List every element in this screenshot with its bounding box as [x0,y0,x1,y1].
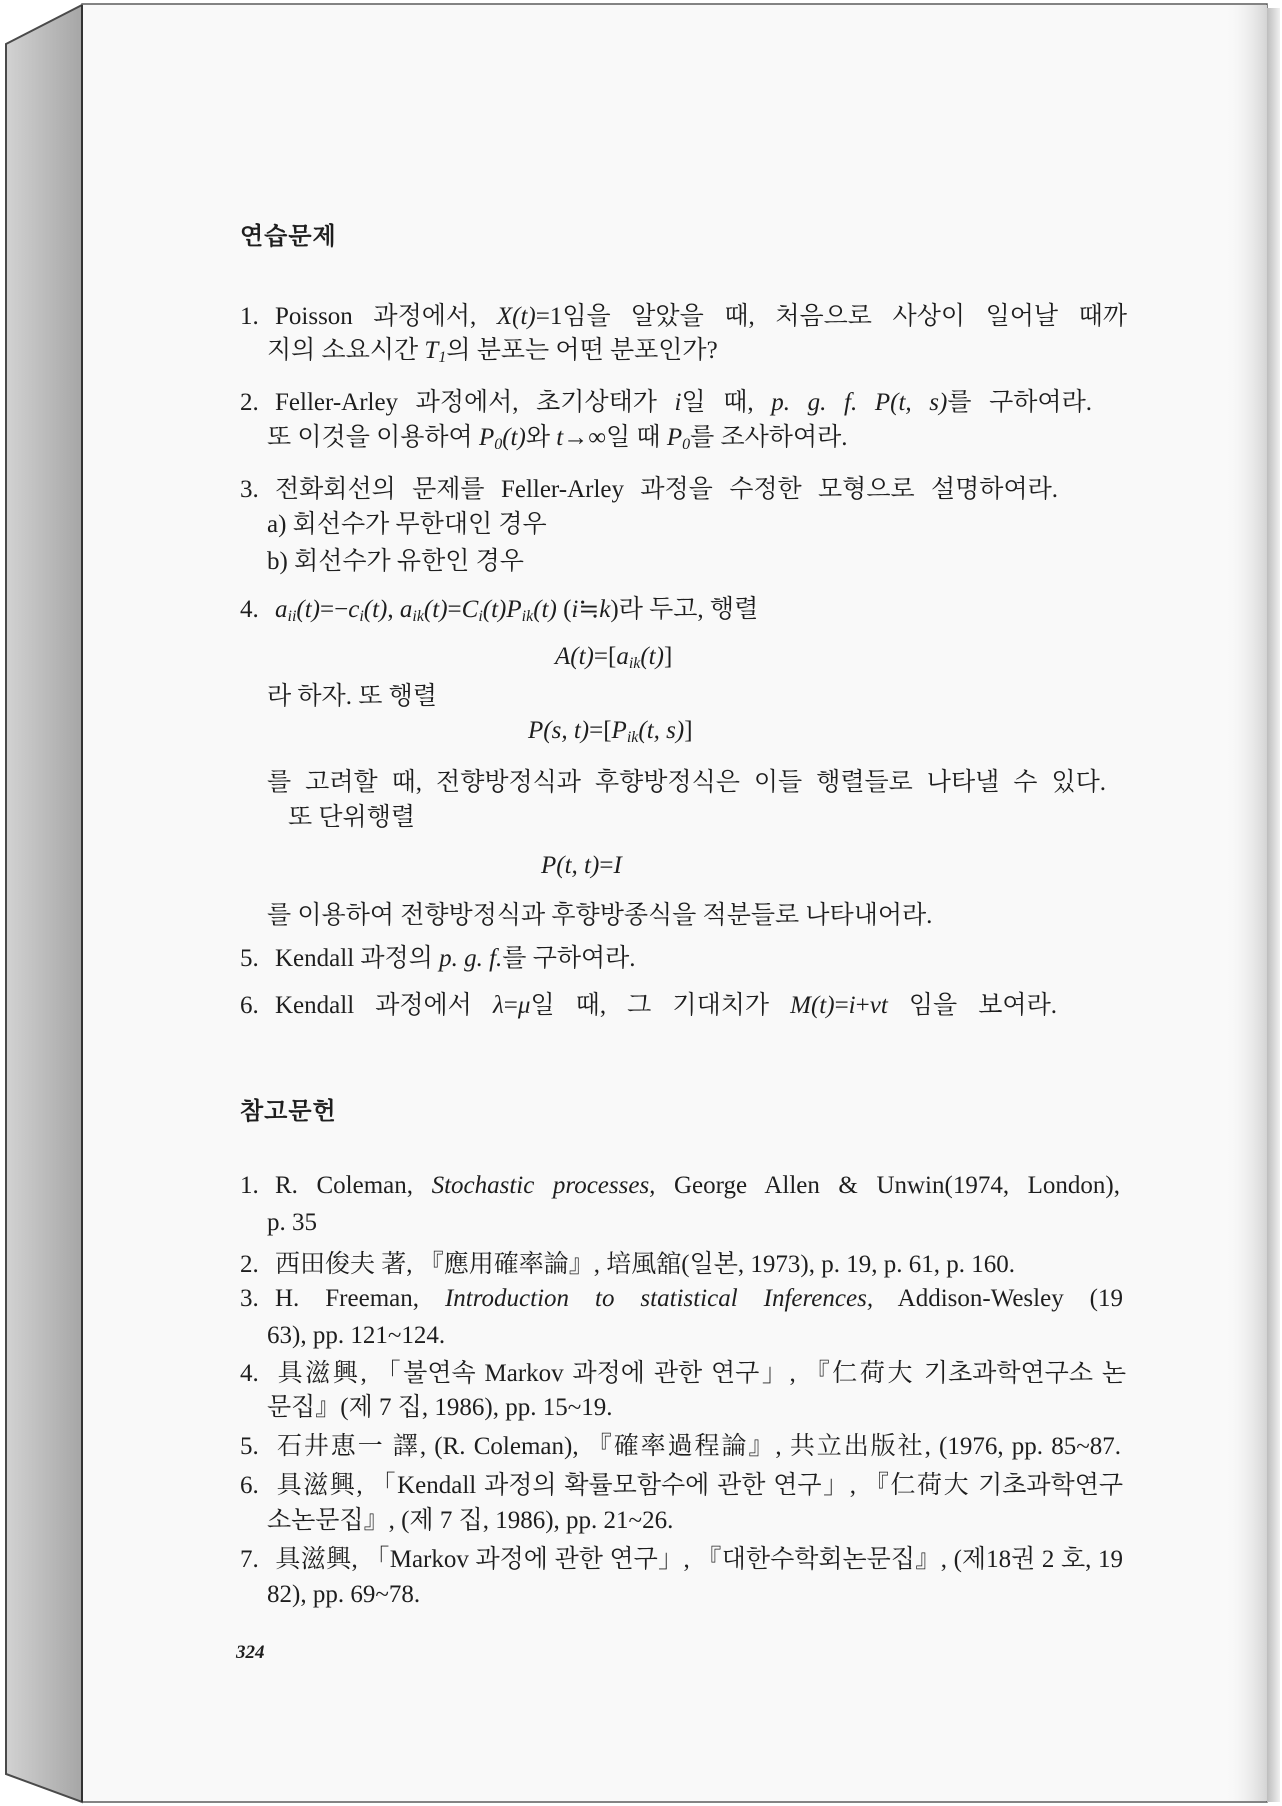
text-run: =[ [593,643,617,670]
math-run: νt [869,992,888,1019]
item-number: 7. [240,1546,259,1573]
math-run: Stochastic processes, [431,1172,656,1199]
line-text [275,1546,1123,1573]
subscript: 0 [682,436,691,453]
text-run: 를 구하여라. [947,389,1092,416]
page-edge-curl [1225,5,1267,1801]
text-run: 일 때, [681,389,772,416]
exercise-4-line-3 [267,681,437,713]
text-run: Kendall 과정에서 [275,992,493,1019]
text-run: ] [663,643,673,670]
math-run: λ [492,992,504,1019]
text-run: b) 회선수가 유한인 경우 [267,548,524,575]
text-run: ( [556,596,572,623]
page-number: 324 [236,1642,265,1663]
math-run: k [599,596,611,623]
text-run: 63), pp. 121~124. [267,1322,446,1349]
text-run: 82), pp. 69~78. [267,1581,421,1608]
text-run: a) 회선수가 무한대인 경우 [267,511,547,538]
text-run: 石井恵一 譯, (R. Coleman), 『確率過程論』, 共立出版社, (1976, pp. 85~87. [275,1433,1121,1460]
item-number: 4. [240,596,259,623]
subscript: i [478,608,483,625]
subscript: 0 [494,436,503,453]
math-run: P [611,717,627,744]
text-run: Addison-Wesley (19 [873,1285,1123,1312]
item-number: 2. [240,389,259,416]
text-run: = [503,992,518,1019]
line-text [275,1285,1123,1312]
line-text [275,1433,1121,1460]
math-run: A(t) [555,643,594,670]
reference-4-line-1 [240,1358,1126,1390]
math-run: a [616,643,629,670]
page-edge-shadow [1267,8,1280,1802]
line-text [275,303,1127,330]
line-text [275,596,758,623]
text-run: George Allen & Unwin(1974, London), [655,1172,1120,1199]
subscript: ik [521,608,534,625]
line-text [275,1360,1126,1387]
math-run: P [666,424,683,451]
item-number: 6. [240,992,259,1019]
line-text [275,1172,1120,1199]
text-run: 임을 보여라. [887,992,1057,1019]
math-run: C [461,596,479,623]
item-number: 3. [240,1285,259,1312]
math-run: (t) [423,596,448,623]
math-run: (t) [533,596,557,623]
references-heading: 참고문헌 [240,1097,337,1125]
exercise-2-line-2 [267,422,848,454]
equation-matrix-a [555,641,672,673]
text-run: 의 분포는 어떤 분포인가? [446,337,718,364]
math-run: t [556,424,564,451]
reference-3-line-2 [267,1320,445,1352]
exercise-4-line-6 [288,802,415,834]
item-number: 4. [240,1360,259,1387]
math-run: a [399,596,413,623]
math-run: p. g. f. [439,945,503,972]
text-run: 具滋興, 「Kendall 과정의 확률모함수에 관한 연구」, 『仁荷大 기초과학연구 [275,1472,1123,1499]
exercise-1-line-1 [240,301,1127,333]
math-run: μ [517,992,531,1019]
reference-1-line-1 [240,1170,1120,1202]
math-run: i [848,992,856,1019]
text-run: 또 단위행렬 [288,804,416,831]
text-run: 를 조사하여라. [690,424,848,451]
math-run: (t) [363,596,388,623]
item-number: 6. [240,1472,259,1499]
math-run: P(t, s) [874,389,948,416]
text-run: Feller-Arley 과정에서, 초기상태가 [275,389,675,416]
math-run: (t) [640,643,664,670]
line-text [275,1472,1123,1499]
math-run: X(t) [496,303,536,330]
exercise-1-line-2 [267,335,718,367]
text-run: 지의 소요시간 [267,337,425,364]
exercise-4-line-8 [267,900,932,932]
line-text [275,992,1057,1019]
item-number: 5. [240,1433,259,1460]
text-run: =[ [589,717,612,744]
exercises-heading: 연습문제 [240,222,337,250]
math-run: Introduction to statistical Inferences, [444,1285,874,1312]
math-run: c [348,596,360,623]
subscript: i [359,608,364,625]
text-run: 소논문집』, (제 7 집, 1986), pp. 21~26. [267,1507,674,1534]
exercise-3-part-a [267,509,547,541]
text-run: , [387,596,400,623]
text-run: 를 구하여라. [502,945,636,972]
reference-5-line-1 [240,1431,1121,1463]
text-run: = [834,992,849,1019]
reference-7-line-2 [267,1579,420,1611]
exercise-5-line-1 [240,943,636,975]
subscript: ik [412,608,424,625]
line-text [275,945,636,972]
math-run: M(t) [790,992,835,1019]
exercise-3-line-1 [240,474,1058,506]
text-run: 西田俊夫 著, 『應用確率論』, 培風舘(일본, 1973), p. 19, p. 61, p. 160. [275,1251,1015,1278]
text-run: 일 때, 그 기대치가 [530,992,791,1019]
text-run: 전화회선의 문제를 Feller-Arley 과정을 수정한 모형으로 설명하여라. [275,476,1058,503]
text-run: =− [320,596,349,623]
math-run: (t) [296,596,320,623]
text-run: 를 이용하여 전향방정식과 후향방종식을 적분들로 나타내어라. [267,902,933,929]
text-run [857,389,875,416]
exercise-6-line-1 [240,990,1057,1022]
text-run: 라 하자. 또 행렬 [267,683,437,710]
equation-identity [541,850,622,882]
text-run: ] [684,717,693,744]
subscript: 1 [438,349,447,366]
text-run: Poisson 과정에서, [275,303,497,330]
text-run: R. Coleman, [275,1172,432,1199]
item-number: 2. [240,1251,259,1278]
reference-1-line-2 [267,1207,317,1239]
item-number: 1. [240,303,259,330]
book-spine [6,5,82,1802]
text-run: →∞일 때 [563,424,667,451]
text-run: )라 두고, 행렬 [610,596,759,623]
math-run: i [571,596,579,623]
math-run: P(t, t) [541,852,600,879]
reference-6-line-2 [267,1505,673,1537]
math-run: (t)P [482,596,522,623]
text-run: ≒ [578,596,600,623]
reference-7-line-1 [240,1544,1123,1576]
subscript: ik [626,729,639,746]
math-run: T [424,337,439,364]
text-run: + [855,992,870,1019]
reference-4-line-2 [267,1392,613,1424]
exercise-4-line-5 [267,767,1106,799]
text-run: 具滋興, 「Markov 과정에 관한 연구」, 『대한수학회논문집』, (제18권 2 호, 19 [275,1546,1123,1573]
equation-matrix-p [528,715,693,747]
text-run: 또 이것을 이용하여 [267,424,479,451]
line-text [275,476,1058,503]
item-number: 5. [240,945,259,972]
text-run: H. Freeman, [275,1285,445,1312]
line-text [275,389,1092,416]
math-run: p. g. f. [771,389,858,416]
exercise-3-part-b [267,546,524,578]
math-run: I [613,852,622,879]
reference-2-line-1 [240,1249,1015,1281]
math-run: P [478,424,495,451]
text-run: Kendall 과정의 [275,945,440,972]
math-run: (t) [502,424,526,451]
reference-3-line-1 [240,1283,1123,1315]
line-text [275,1251,1015,1278]
text-run: p. 35 [267,1209,317,1236]
reference-6-line-1 [240,1470,1123,1502]
text-run: 를 고려할 때, 전향방정식과 후향방정식은 이들 행렬들로 나타낼 수 있다. [267,769,1106,796]
exercise-4-line-1 [240,594,758,626]
text-run: =1임을 알았을 때, 처음으로 사상이 일어날 때까 [535,303,1127,330]
math-run: a [275,596,288,623]
subscript: ii [287,608,297,625]
math-run: (t, s) [638,717,685,744]
item-number: 1. [240,1172,259,1199]
text-run: 문집』(제 7 집, 1986), pp. 15~19. [267,1394,613,1421]
exercise-2-line-1 [240,387,1092,419]
math-run: P(s, t) [528,717,590,744]
text-run: = [599,852,614,879]
text-run: 와 [525,424,557,451]
item-number: 3. [240,476,259,503]
text-run: 具滋興, 「불연속 Markov 과정에 관한 연구」, 『仁荷大 기초과학연구소 논 [275,1360,1126,1387]
text-run: = [447,596,462,623]
subscript: ik [628,655,641,672]
math-run: i [674,389,682,416]
